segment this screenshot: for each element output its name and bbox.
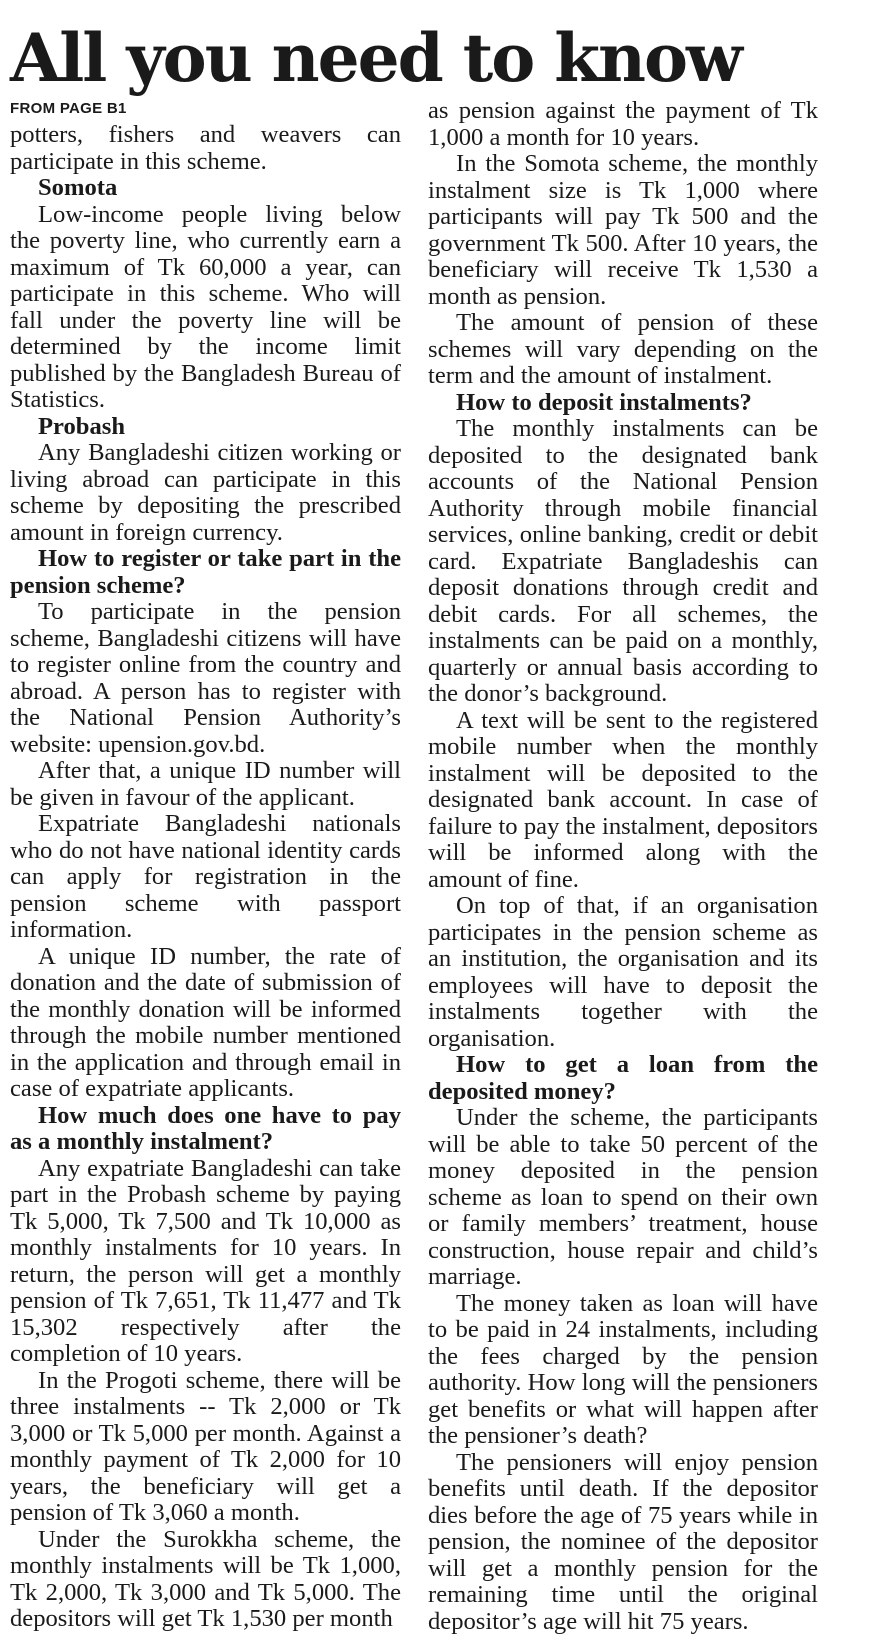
from-page-label: FROM PAGE B1: [10, 100, 127, 117]
headline: All you need to know: [10, 19, 741, 97]
paragraph: The amount of pension of these schemes will vary depending on the term and the amount of instalment.: [428, 309, 818, 389]
paragraph: After that, a unique ID number will be given in favour of the applicant.: [10, 757, 401, 811]
paragraph: The pensioners will enjoy pension benefits until death. If the depositor dies before the age of 75 years while in pension, the nominee of the depositor will get a monthly pension for the remaining time until the original depositor’s age will hit 75 years.: [428, 1448, 818, 1635]
paragraph: Any Bangladeshi citizen working or living abroad can participate in this scheme by depositing the prescribed amount in foreign currency.: [10, 439, 401, 546]
subheading-loan: How to get a loan from the deposited money?: [428, 1051, 818, 1105]
paragraph: In the Progoti scheme, there will be three instalments -- Tk 2,000 or Tk 3,000 or Tk 5,000 per month. Against a monthly payment of Tk 2,000 for 10 years, the beneficiary will get a pension of Tk 3,060 a month.: [10, 1366, 401, 1526]
paragraph: A text will be sent to the registered mobile number when the monthly instalment will be deposited to the designated bank account. In case of failure to pay the instalment, depositors will be informed along with the amount of fine.: [428, 706, 818, 893]
paragraph: The monthly instalments can be deposited to the designated bank accounts of the National Pension Authority through mobile financial services, online banking, credit or debit card. Expatriate Bangladeshis can deposit donations through credit and debit cards. For all schemes, the instalments can be paid on a monthly, quarterly or annual basis according to the donor’s background.: [428, 415, 818, 707]
column-right: [428, 98, 818, 1635]
paragraph: as pension against the payment of Tk 1,000 a month for 10 years.: [428, 97, 818, 151]
paragraph: Under the Surokkha scheme, the monthly instalments will be Tk 1,000, Tk 2,000, Tk 3,000 and Tk 5,000. The depositors will get Tk 1,530 per month: [10, 1525, 401, 1632]
paragraph: To participate in the pension scheme, Bangladeshi citizens will have to register online from the country and abroad. A person has to register with the National Pension Authority’s website: upension.gov.bd.: [10, 598, 401, 758]
paragraph: Under the scheme, the participants will be able to take 50 percent of the money deposited in the pension scheme as loan to spend on their own or family members’ treatment, house construction, house repair and child’s marriage.: [428, 1104, 818, 1290]
paragraph: A unique ID number, the rate of donation and the date of submission of the monthly donation will be informed through the mobile number mentioned in the application and through email in case of expatriate applicants.: [10, 942, 401, 1102]
subheading-register: How to register or take part in the pension scheme?: [10, 545, 401, 599]
paragraph: The money taken as loan will have to be paid in 24 instalments, including the fees charged by the pension authority. How long will the pensioners get benefits or what will happen after the pensioner’s death?: [428, 1289, 818, 1449]
paragraph: In the Somota scheme, the monthly instalment size is Tk 1,000 where participants will pay Tk 500 and the government Tk 500. After 10 years, the beneficiary will receive Tk 1,530 a month as pension.: [428, 150, 818, 310]
paragraph: On top of that, if an organisation participates in the pension scheme as an institution, the organisation and its employees will have to deposit the instalments together with the organisation.: [428, 892, 818, 1052]
paragraph: Expatriate Bangladeshi nationals who do not have national identity cards can apply for registration in the pension scheme with passport information.: [10, 810, 401, 943]
paragraph: Low-income people living below the poverty line, who currently earn a maximum of Tk 60,000 a year, can participate in this scheme. Who will fall under the poverty line will be determined by the income limit published by the Bangladesh Bureau of Statistics.: [10, 200, 401, 413]
paragraph: potters, fishers and weavers can participate in this scheme.: [10, 121, 401, 175]
subheading-deposit: How to deposit instalments?: [456, 388, 752, 416]
column-left: [10, 96, 401, 1633]
paragraph: Any expatriate Bangladeshi can take part in the Probash scheme by paying Tk 5,000, Tk 7,500 and Tk 10,000 as monthly instalments for 10 years. In return, the person will get a monthly pension of Tk 7,651, Tk 11,477 and Tk 15,302 respectively after the completion of 10 years.: [10, 1154, 401, 1367]
subheading-probash: Probash: [38, 412, 126, 440]
subheading-payment: How much does one have to pay as a monthly instalment?: [10, 1101, 401, 1155]
subheading-somota: Somota: [38, 174, 118, 201]
